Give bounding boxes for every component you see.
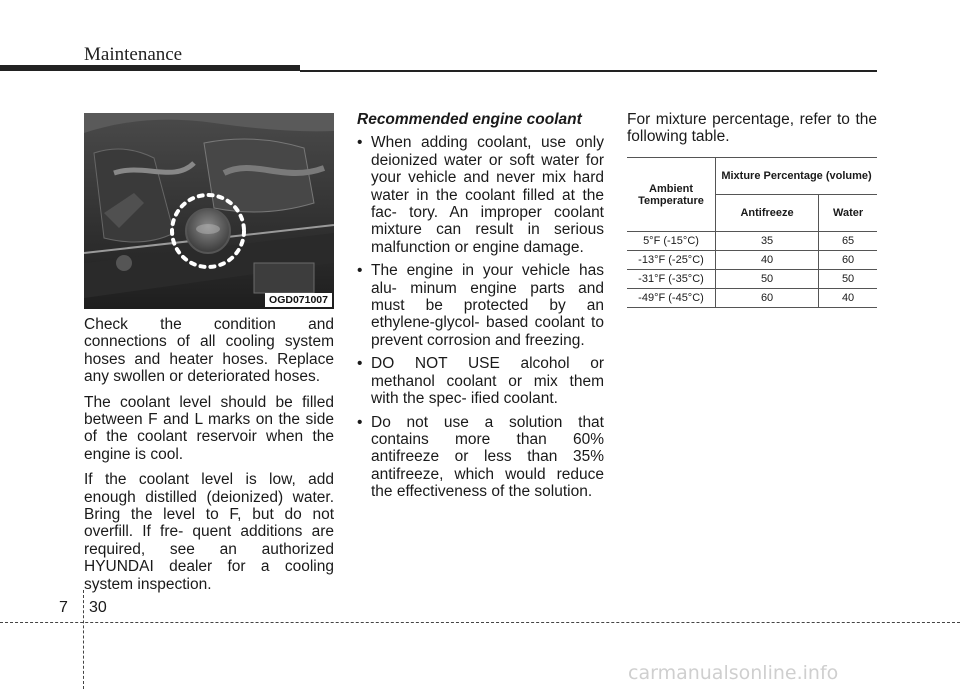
table-row <box>627 270 877 289</box>
engine-illustration <box>84 113 334 309</box>
cell-temp: -49°F (-45°C) <box>627 289 716 308</box>
header-antifreeze: Antifreeze <box>716 195 819 232</box>
cell-water: 60 <box>819 251 877 270</box>
footer-dashed-divider <box>83 590 84 689</box>
list-item <box>357 355 604 407</box>
header-ambient-temperature: Ambient Temperature <box>627 158 716 232</box>
header-rule <box>300 70 877 72</box>
table-row <box>627 289 877 308</box>
coolant-bullet-list <box>357 134 604 500</box>
bullet-text: When adding coolant, use only deionized water or soft water for your vehicle and never mix hard water in the coolant filled at the fac- tory. An improper coolant mixture can result in serious malfunction or engine damage. <box>371 134 604 256</box>
section-title: Recommended engine coolant <box>357 111 582 128</box>
list-item <box>357 262 604 349</box>
photo-caption: OGD071007 <box>265 293 332 307</box>
column-1 <box>84 316 334 601</box>
cell-water: 50 <box>819 270 877 289</box>
bullet-dot: • <box>357 413 363 431</box>
table-intro: For mixture percentage, refer to the following table. <box>627 111 877 146</box>
header-water: Water <box>819 195 877 232</box>
header-mixture-percentage: Mixture Percentage (volume) <box>716 158 878 195</box>
footer-dashed-line <box>0 622 960 623</box>
watermark: carmanualsonline.info <box>628 662 839 684</box>
mixture-table <box>627 157 877 308</box>
cell-antifreeze: 50 <box>716 270 819 289</box>
paragraph-low-coolant: If the coolant level is low, add enough distilled (deionized) water. Bring the level to F, but do not overfill. If fre- quent additions are required, see an authorized HYUNDAI dealer for a cooling system inspection. <box>84 471 334 593</box>
table-row <box>627 232 877 251</box>
bullet-dot: • <box>357 134 363 152</box>
page-number: 30 <box>89 599 107 616</box>
list-item <box>357 134 604 256</box>
cell-temp: 5°F (-15°C) <box>627 232 716 251</box>
cell-water: 65 <box>819 232 877 251</box>
cell-antifreeze: 40 <box>716 251 819 270</box>
cell-temp: -31°F (-35°C) <box>627 270 716 289</box>
column-3 <box>627 111 877 154</box>
bullet-dot: • <box>357 262 363 280</box>
bullet-text: The engine in your vehicle has alu- minum engine parts and must be protected by an ethylene-glycol- based coolant to prevent corrosion and freezing. <box>371 262 604 349</box>
list-item <box>357 414 604 501</box>
bullet-text: Do not use a solution that contains more than 60% antifreeze or less than 35% antifreeze, which would reduce the effectiveness of the solution. <box>371 413 604 501</box>
engine-photo <box>84 113 334 309</box>
header-title: Maintenance <box>84 44 183 65</box>
paragraph-hoses: Check the condition and connections of all cooling system hoses and heater hoses. Replace any swollen or deteriorated hoses. <box>84 316 334 386</box>
column-2 <box>357 111 604 507</box>
paragraph-coolant-level: The coolant level should be filled between F and L marks on the side of the coolant reservoir when the engine is cool. <box>84 393 334 463</box>
chapter-number: 7 <box>59 599 68 616</box>
bullet-dot: • <box>357 355 363 373</box>
cell-temp: -13°F (-25°C) <box>627 251 716 270</box>
cell-antifreeze: 60 <box>716 289 819 308</box>
cell-water: 40 <box>819 289 877 308</box>
bullet-text: DO NOT USE alcohol or methanol coolant or mix them with the spec- ified coolant. <box>371 355 604 408</box>
table-row <box>627 251 877 270</box>
cell-antifreeze: 35 <box>716 232 819 251</box>
header-bar <box>0 65 300 71</box>
